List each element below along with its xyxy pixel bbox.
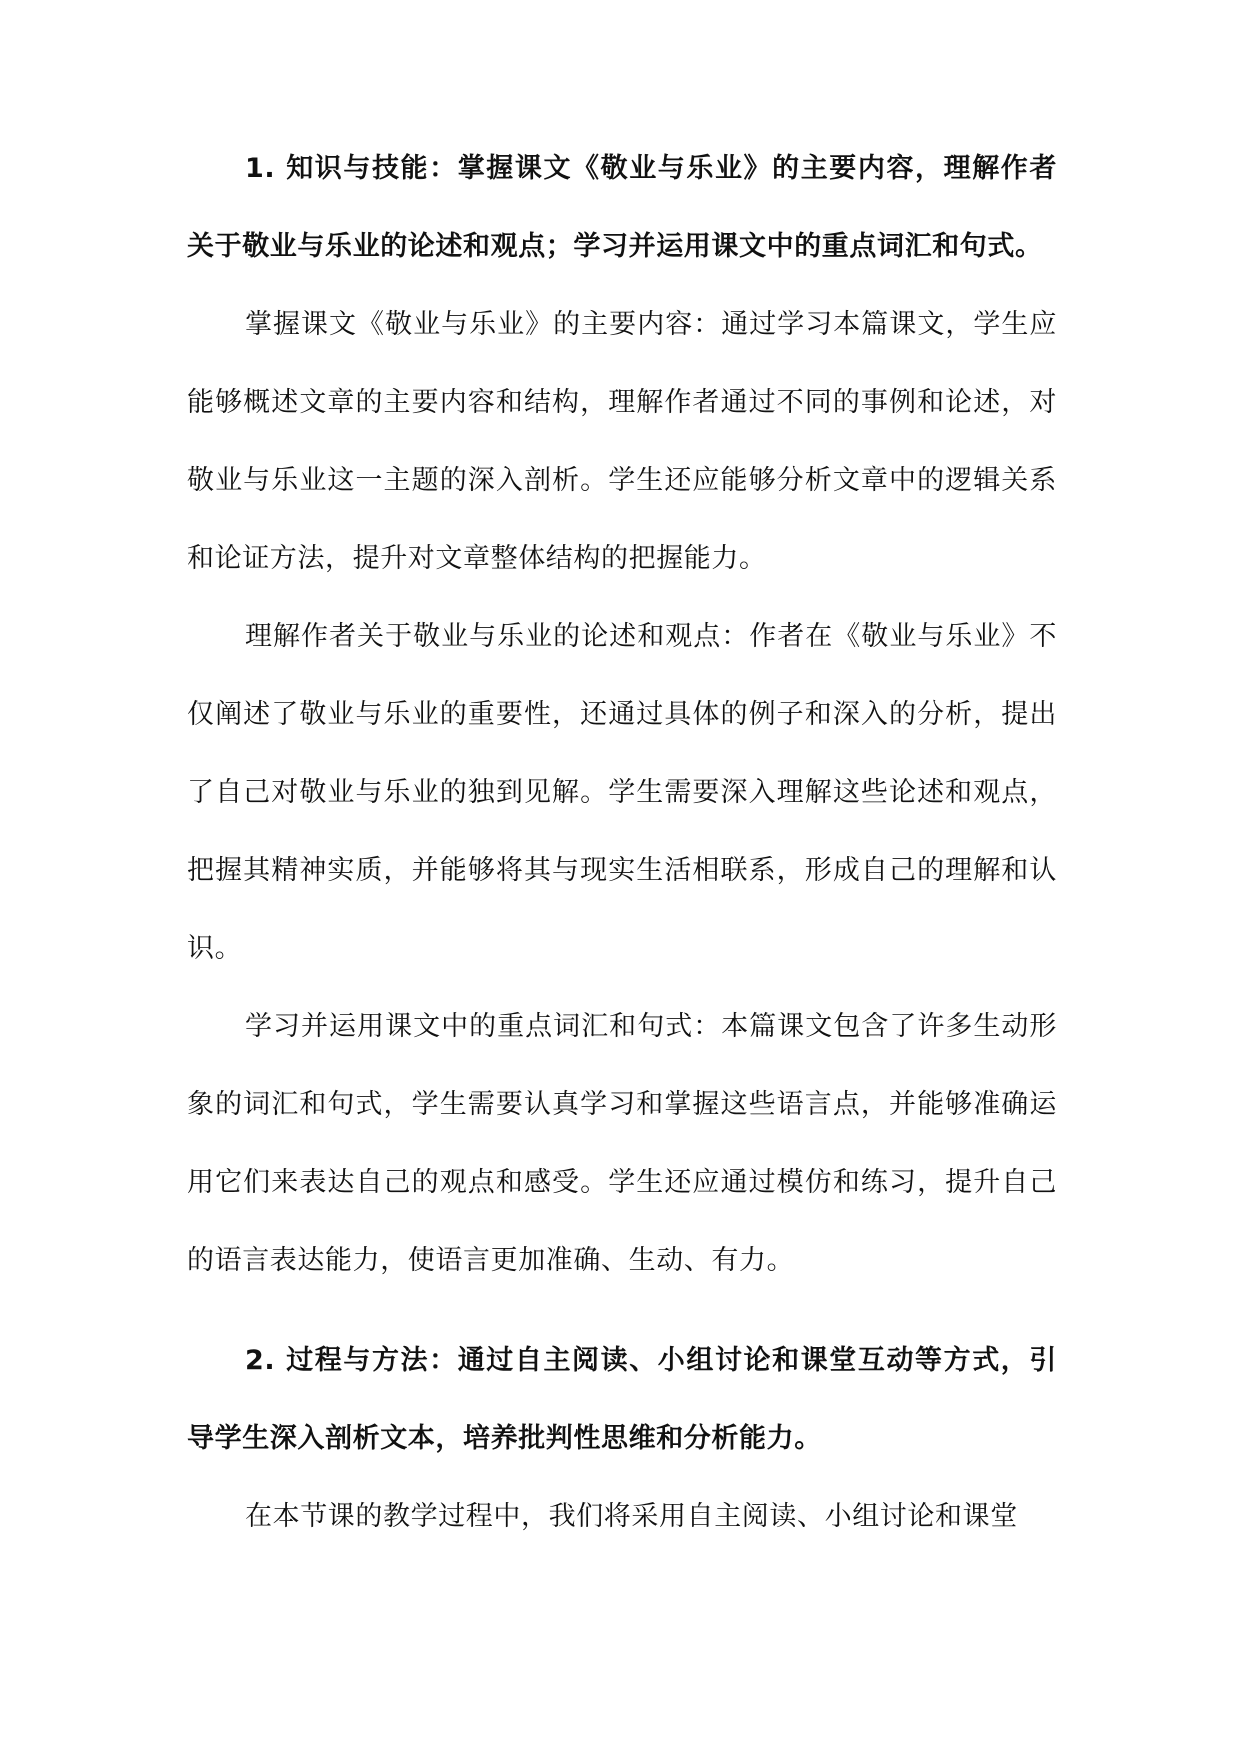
paragraph-main-content: 掌握课文《敬业与乐业》的主要内容：通过学习本篇课文，学生应能够概述文章的主要内容和结构，理解作者通过不同的事例和论述，对敬业与乐业这一主题的深入剖析。学生还应能够分析文章中的逻辑关系和论证方法，提升对文章整体结构的把握能力。	[187, 309, 1057, 574]
paragraph-author-views: 理解作者关于敬业与乐业的论述和观点：作者在《敬业与乐业》不仅阐述了敬业与乐业的重要性，还通过具体的例子和深入的分析，提出了自己对敬业与乐业的独到见解。学生需要深入理解这些论述和观点，把握其精神实质，并能够将其与现实生活相联系，形成自己的理解和认识。	[187, 621, 1057, 964]
document-body	[187, 130, 1057, 1556]
section-spacer	[187, 1300, 1057, 1322]
section-heading-knowledge-skills: 1. 知识与技能：掌握课文《敬业与乐业》的主要内容，理解作者关于敬业与乐业的论述和观点；学习并运用课文中的重点词汇和句式。	[187, 153, 1057, 262]
section-heading-process-method: 2. 过程与方法：通过自主阅读、小组讨论和课堂互动等方式，引导学生深入剖析文本，培养批判性思维和分析能力。	[187, 1345, 1057, 1454]
paragraph-teaching-process: 在本节课的教学过程中，我们将采用自主阅读、小组讨论和课堂	[245, 1501, 1018, 1532]
paragraph-vocabulary: 学习并运用课文中的重点词汇和句式：本篇课文包含了许多生动形象的词汇和句式，学生需要认真学习和掌握这些语言点，并能够准确运用它们来表达自己的观点和感受。学生还应通过模仿和练习，提升自己的语言表达能力，使语言更加准确、生动、有力。	[187, 1011, 1057, 1276]
